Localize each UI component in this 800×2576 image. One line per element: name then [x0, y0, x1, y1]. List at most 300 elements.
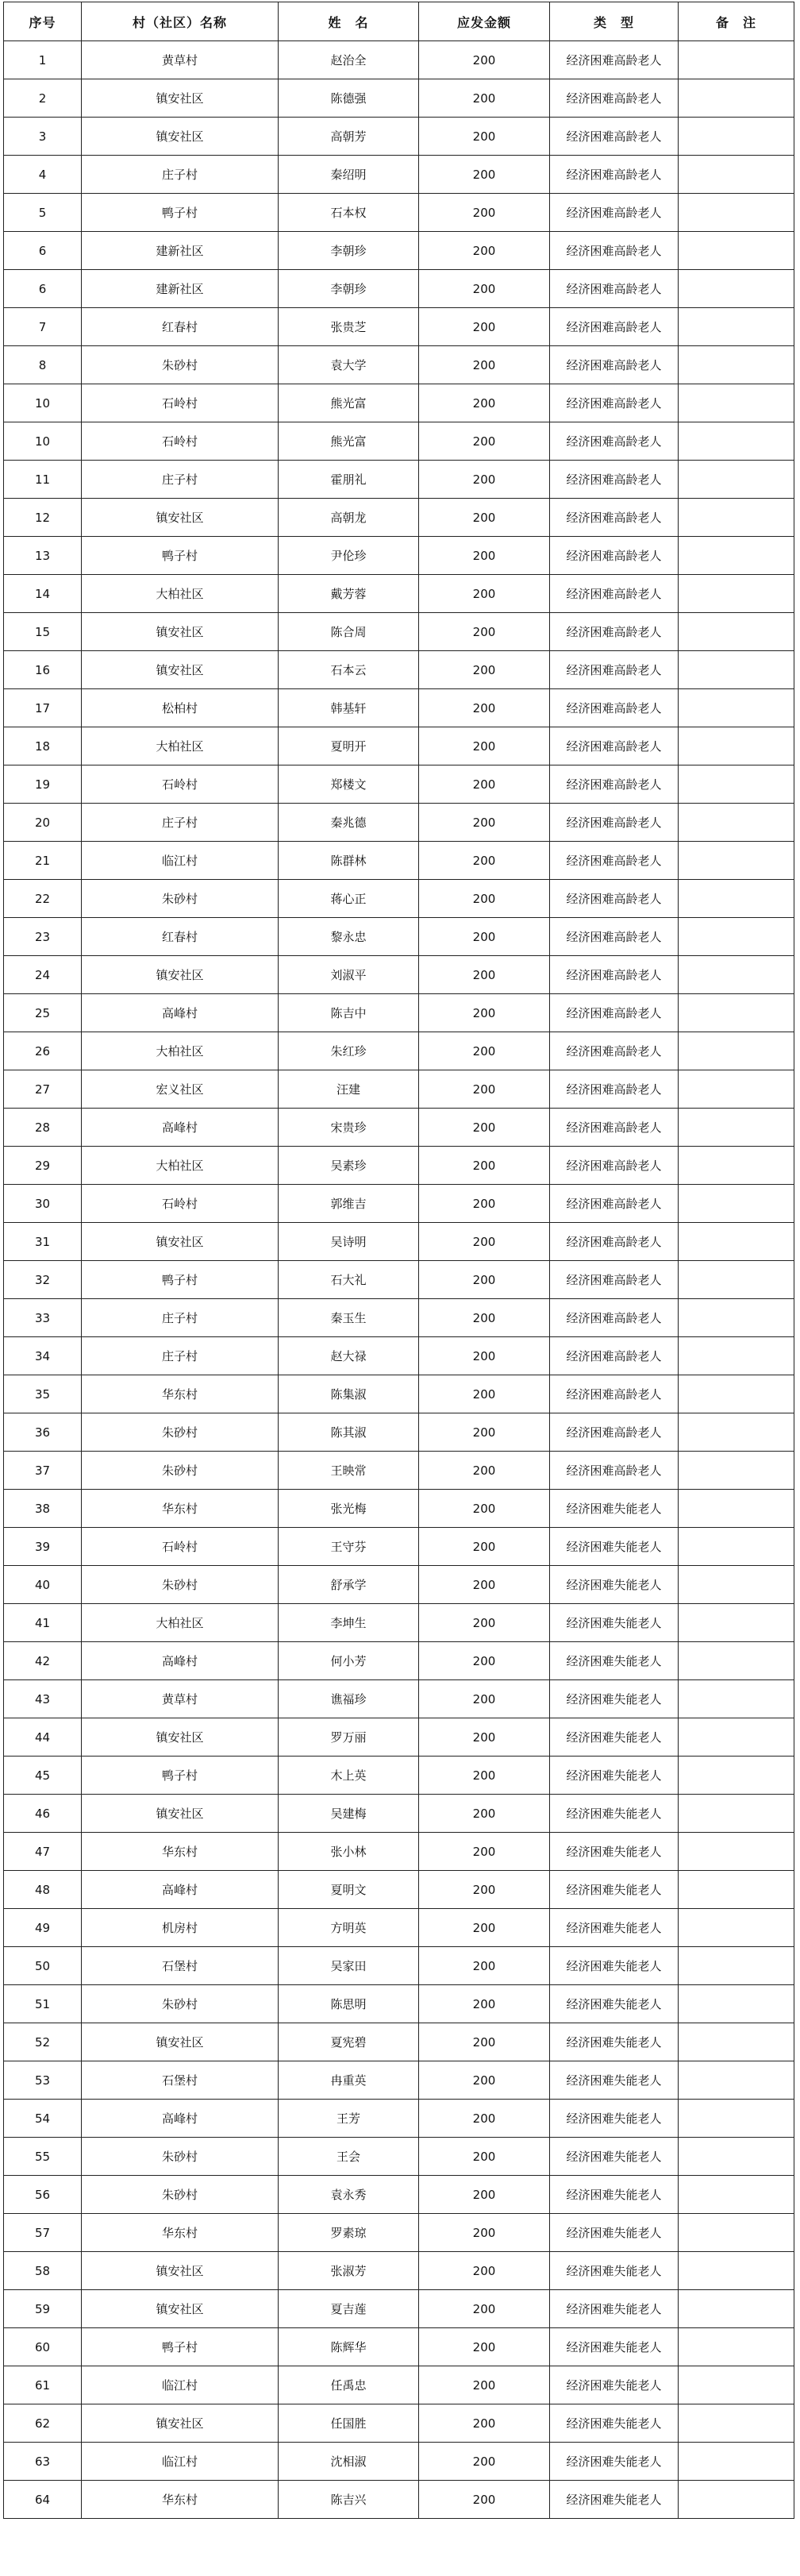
cell-remarks: [679, 2290, 794, 2328]
cell-type: 经济困难失能老人: [550, 1604, 679, 1642]
table-row: [4, 2290, 794, 2328]
cell-remarks: [679, 41, 794, 79]
cell-serial-number: 15: [4, 613, 82, 651]
cell-remarks: [679, 613, 794, 651]
cell-serial-number: 59: [4, 2290, 82, 2328]
cell-type: 经济困难失能老人: [550, 2481, 679, 2519]
cell-remarks: [679, 1490, 794, 1528]
cell-person-name: 任国胜: [279, 2404, 419, 2443]
cell-village-name: 机房村: [82, 1909, 279, 1947]
cell-amount: 200: [419, 2443, 550, 2481]
cell-person-name: 夏明文: [279, 1871, 419, 1909]
cell-serial-number: 53: [4, 2061, 82, 2100]
cell-remarks: [679, 1757, 794, 1795]
cell-serial-number: 47: [4, 1833, 82, 1871]
cell-remarks: [679, 499, 794, 537]
header-village-name: 村（社区）名称: [82, 2, 279, 41]
table-row: [4, 1985, 794, 2023]
cell-amount: 200: [419, 1299, 550, 1337]
cell-remarks: [679, 1147, 794, 1185]
cell-remarks: [679, 79, 794, 118]
cell-type: 经济困难高龄老人: [550, 1070, 679, 1109]
cell-serial-number: 21: [4, 842, 82, 880]
cell-amount: 200: [419, 1375, 550, 1413]
cell-serial-number: 60: [4, 2328, 82, 2366]
cell-remarks: [679, 765, 794, 804]
table-row: [4, 1490, 794, 1528]
cell-person-name: 王芳: [279, 2100, 419, 2138]
cell-village-name: 镇安社区: [82, 2023, 279, 2061]
cell-type: 经济困难失能老人: [550, 1909, 679, 1947]
cell-person-name: 谯福珍: [279, 1680, 419, 1718]
cell-type: 经济困难高龄老人: [550, 384, 679, 422]
cell-person-name: 陈思明: [279, 1985, 419, 2023]
cell-type: 经济困难高龄老人: [550, 41, 679, 79]
table-row: [4, 765, 794, 804]
cell-serial-number: 7: [4, 308, 82, 346]
cell-amount: 200: [419, 79, 550, 118]
table-row: [4, 118, 794, 156]
cell-remarks: [679, 575, 794, 613]
cell-person-name: 石本云: [279, 651, 419, 689]
cell-remarks: [679, 1604, 794, 1642]
cell-remarks: [679, 461, 794, 499]
cell-remarks: [679, 1871, 794, 1909]
cell-person-name: 陈辉华: [279, 2328, 419, 2366]
table-row: [4, 1680, 794, 1718]
cell-person-name: 韩基轩: [279, 689, 419, 727]
cell-amount: 200: [419, 1757, 550, 1795]
cell-remarks: [679, 346, 794, 384]
cell-amount: 200: [419, 2366, 550, 2404]
table-row: [4, 1528, 794, 1566]
cell-type: 经济困难高龄老人: [550, 1337, 679, 1375]
cell-amount: 200: [419, 651, 550, 689]
cell-serial-number: 50: [4, 1947, 82, 1985]
table-row: [4, 1833, 794, 1871]
cell-amount: 200: [419, 2481, 550, 2519]
cell-serial-number: 30: [4, 1185, 82, 1223]
cell-person-name: 罗万丽: [279, 1718, 419, 1757]
cell-type: 经济困难失能老人: [550, 1566, 679, 1604]
cell-village-name: 鸭子村: [82, 194, 279, 232]
cell-type: 经济困难高龄老人: [550, 118, 679, 156]
table-row: [4, 727, 794, 765]
cell-type: 经济困难失能老人: [550, 1718, 679, 1757]
cell-serial-number: 31: [4, 1223, 82, 1261]
cell-village-name: 临江村: [82, 2366, 279, 2404]
cell-village-name: 大柏社区: [82, 1032, 279, 1070]
cell-person-name: 秦绍明: [279, 156, 419, 194]
cell-village-name: 朱砂村: [82, 1452, 279, 1490]
cell-remarks: [679, 1223, 794, 1261]
cell-village-name: 庄子村: [82, 804, 279, 842]
cell-amount: 200: [419, 613, 550, 651]
cell-remarks: [679, 2214, 794, 2252]
cell-remarks: [679, 727, 794, 765]
table-row: [4, 232, 794, 270]
cell-serial-number: 10: [4, 422, 82, 461]
cell-amount: 200: [419, 956, 550, 994]
cell-amount: 200: [419, 2404, 550, 2443]
cell-person-name: 陈德强: [279, 79, 419, 118]
cell-person-name: 石本权: [279, 194, 419, 232]
cell-remarks: [679, 2404, 794, 2443]
cell-type: 经济困难高龄老人: [550, 1261, 679, 1299]
cell-type: 经济困难高龄老人: [550, 1375, 679, 1413]
table-row: [4, 1413, 794, 1452]
cell-remarks: [679, 118, 794, 156]
cell-amount: 200: [419, 1528, 550, 1566]
cell-remarks: [679, 2100, 794, 2138]
table-row: [4, 1947, 794, 1985]
cell-person-name: 陈集淑: [279, 1375, 419, 1413]
cell-serial-number: 46: [4, 1795, 82, 1833]
cell-village-name: 大柏社区: [82, 575, 279, 613]
table-row: [4, 346, 794, 384]
cell-village-name: 华东村: [82, 1375, 279, 1413]
cell-village-name: 石岭村: [82, 1528, 279, 1566]
cell-serial-number: 44: [4, 1718, 82, 1757]
cell-person-name: 吴建梅: [279, 1795, 419, 1833]
cell-type: 经济困难失能老人: [550, 2214, 679, 2252]
cell-amount: 200: [419, 880, 550, 918]
cell-serial-number: 64: [4, 2481, 82, 2519]
cell-village-name: 高峰村: [82, 2100, 279, 2138]
cell-serial-number: 41: [4, 1604, 82, 1642]
cell-amount: 200: [419, 842, 550, 880]
cell-amount: 200: [419, 1223, 550, 1261]
cell-remarks: [679, 2366, 794, 2404]
cell-person-name: 石大礼: [279, 1261, 419, 1299]
cell-person-name: 吴素珍: [279, 1147, 419, 1185]
cell-person-name: 蒋心正: [279, 880, 419, 918]
cell-remarks: [679, 1413, 794, 1452]
cell-amount: 200: [419, 575, 550, 613]
cell-person-name: 高朝芳: [279, 118, 419, 156]
cell-amount: 200: [419, 1413, 550, 1452]
cell-serial-number: 27: [4, 1070, 82, 1109]
cell-serial-number: 24: [4, 956, 82, 994]
cell-village-name: 华东村: [82, 1490, 279, 1528]
cell-serial-number: 42: [4, 1642, 82, 1680]
cell-type: 经济困难高龄老人: [550, 1185, 679, 1223]
cell-amount: 200: [419, 1490, 550, 1528]
cell-village-name: 鸭子村: [82, 537, 279, 575]
cell-person-name: 熊光富: [279, 384, 419, 422]
cell-amount: 200: [419, 2290, 550, 2328]
header-type: 类 型: [550, 2, 679, 41]
cell-person-name: 秦玉生: [279, 1299, 419, 1337]
cell-village-name: 镇安社区: [82, 651, 279, 689]
cell-type: 经济困难高龄老人: [550, 346, 679, 384]
cell-person-name: 李坤生: [279, 1604, 419, 1642]
cell-remarks: [679, 842, 794, 880]
cell-type: 经济困难高龄老人: [550, 537, 679, 575]
cell-person-name: 舒承学: [279, 1566, 419, 1604]
cell-village-name: 朱砂村: [82, 2138, 279, 2176]
cell-serial-number: 48: [4, 1871, 82, 1909]
cell-type: 经济困难失能老人: [550, 1757, 679, 1795]
table-row: [4, 461, 794, 499]
cell-village-name: 朱砂村: [82, 880, 279, 918]
cell-amount: 200: [419, 689, 550, 727]
cell-amount: 200: [419, 1566, 550, 1604]
cell-village-name: 镇安社区: [82, 1718, 279, 1757]
cell-type: 经济困难高龄老人: [550, 842, 679, 880]
cell-type: 经济困难高龄老人: [550, 651, 679, 689]
table-row: [4, 1032, 794, 1070]
cell-amount: 200: [419, 765, 550, 804]
cell-village-name: 庄子村: [82, 1299, 279, 1337]
table-row: [4, 2366, 794, 2404]
cell-person-name: 高朝龙: [279, 499, 419, 537]
table-row: [4, 575, 794, 613]
cell-village-name: 黄草村: [82, 41, 279, 79]
cell-village-name: 黄草村: [82, 1680, 279, 1718]
table-row: [4, 2443, 794, 2481]
cell-remarks: [679, 1833, 794, 1871]
cell-person-name: 任禹忠: [279, 2366, 419, 2404]
cell-serial-number: 28: [4, 1109, 82, 1147]
cell-village-name: 镇安社区: [82, 2252, 279, 2290]
cell-person-name: 熊光富: [279, 422, 419, 461]
cell-serial-number: 19: [4, 765, 82, 804]
cell-person-name: 郭维吉: [279, 1185, 419, 1223]
cell-amount: 200: [419, 2328, 550, 2366]
cell-remarks: [679, 1566, 794, 1604]
cell-serial-number: 12: [4, 499, 82, 537]
table-row: [4, 2176, 794, 2214]
cell-person-name: 陈群林: [279, 842, 419, 880]
cell-village-name: 石岭村: [82, 384, 279, 422]
cell-serial-number: 22: [4, 880, 82, 918]
cell-person-name: 戴芳蓉: [279, 575, 419, 613]
cell-type: 经济困难高龄老人: [550, 727, 679, 765]
cell-type: 经济困难高龄老人: [550, 1032, 679, 1070]
cell-person-name: 黎永忠: [279, 918, 419, 956]
table-row: [4, 194, 794, 232]
table-row: [4, 1642, 794, 1680]
cell-serial-number: 63: [4, 2443, 82, 2481]
cell-village-name: 石岭村: [82, 1185, 279, 1223]
cell-remarks: [679, 1795, 794, 1833]
table-row: [4, 2100, 794, 2138]
cell-serial-number: 29: [4, 1147, 82, 1185]
cell-type: 经济困难高龄老人: [550, 613, 679, 651]
cell-remarks: [679, 2176, 794, 2214]
cell-amount: 200: [419, 2176, 550, 2214]
cell-type: 经济困难高龄老人: [550, 575, 679, 613]
table-row: [4, 41, 794, 79]
cell-village-name: 石堡村: [82, 2061, 279, 2100]
cell-person-name: 罗素琼: [279, 2214, 419, 2252]
table-row: [4, 1757, 794, 1795]
cell-remarks: [679, 2481, 794, 2519]
cell-type: 经济困难高龄老人: [550, 994, 679, 1032]
cell-type: 经济困难高龄老人: [550, 232, 679, 270]
table-row: [4, 1871, 794, 1909]
table-row: [4, 956, 794, 994]
cell-person-name: 刘淑平: [279, 956, 419, 994]
cell-village-name: 庄子村: [82, 461, 279, 499]
cell-person-name: 霍朋礼: [279, 461, 419, 499]
table-row: [4, 1604, 794, 1642]
cell-remarks: [679, 880, 794, 918]
table-row: [4, 499, 794, 537]
cell-village-name: 朱砂村: [82, 1566, 279, 1604]
cell-remarks: [679, 651, 794, 689]
cell-person-name: 尹伦珍: [279, 537, 419, 575]
cell-serial-number: 57: [4, 2214, 82, 2252]
cell-person-name: 陈合周: [279, 613, 419, 651]
cell-village-name: 高峰村: [82, 1109, 279, 1147]
table-row: [4, 1909, 794, 1947]
cell-amount: 200: [419, 1070, 550, 1109]
cell-remarks: [679, 994, 794, 1032]
cell-type: 经济困难高龄老人: [550, 765, 679, 804]
table-row: [4, 651, 794, 689]
cell-person-name: 郑楼文: [279, 765, 419, 804]
cell-person-name: 汪建: [279, 1070, 419, 1109]
cell-remarks: [679, 308, 794, 346]
cell-village-name: 朱砂村: [82, 1985, 279, 2023]
cell-serial-number: 52: [4, 2023, 82, 2061]
cell-serial-number: 38: [4, 1490, 82, 1528]
table-row: [4, 1070, 794, 1109]
cell-person-name: 陈吉兴: [279, 2481, 419, 2519]
cell-type: 经济困难高龄老人: [550, 1147, 679, 1185]
table-row: [4, 2138, 794, 2176]
cell-type: 经济困难高龄老人: [550, 1299, 679, 1337]
cell-person-name: 夏吉莲: [279, 2290, 419, 2328]
cell-type: 经济困难高龄老人: [550, 880, 679, 918]
table-row: [4, 2061, 794, 2100]
cell-person-name: 木上英: [279, 1757, 419, 1795]
cell-person-name: 袁大学: [279, 346, 419, 384]
cell-village-name: 镇安社区: [82, 956, 279, 994]
table-row: [4, 842, 794, 880]
cell-village-name: 朱砂村: [82, 1413, 279, 1452]
cell-remarks: [679, 537, 794, 575]
table-row: [4, 2481, 794, 2519]
cell-person-name: 张淑芳: [279, 2252, 419, 2290]
cell-type: 经济困难高龄老人: [550, 308, 679, 346]
cell-amount: 200: [419, 194, 550, 232]
cell-serial-number: 1: [4, 41, 82, 79]
cell-village-name: 镇安社区: [82, 1795, 279, 1833]
cell-remarks: [679, 1947, 794, 1985]
cell-serial-number: 11: [4, 461, 82, 499]
table-row: [4, 1147, 794, 1185]
cell-serial-number: 54: [4, 2100, 82, 2138]
cell-village-name: 鸭子村: [82, 1261, 279, 1299]
table-body: [4, 41, 794, 2519]
cell-serial-number: 39: [4, 1528, 82, 1566]
cell-village-name: 高峰村: [82, 1871, 279, 1909]
cell-remarks: [679, 1109, 794, 1147]
cell-amount: 200: [419, 499, 550, 537]
cell-village-name: 临江村: [82, 842, 279, 880]
cell-amount: 200: [419, 232, 550, 270]
cell-type: 经济困难高龄老人: [550, 1223, 679, 1261]
cell-type: 经济困难失能老人: [550, 2138, 679, 2176]
cell-village-name: 石岭村: [82, 422, 279, 461]
cell-person-name: 赵大禄: [279, 1337, 419, 1375]
cell-person-name: 方明英: [279, 1909, 419, 1947]
table-row: [4, 156, 794, 194]
cell-type: 经济困难失能老人: [550, 1795, 679, 1833]
cell-remarks: [679, 1070, 794, 1109]
table-row: [4, 1452, 794, 1490]
table-row: [4, 1375, 794, 1413]
cell-village-name: 高峰村: [82, 994, 279, 1032]
table-row: [4, 1718, 794, 1757]
table-row: [4, 1223, 794, 1261]
cell-village-name: 镇安社区: [82, 613, 279, 651]
cell-type: 经济困难失能老人: [550, 2290, 679, 2328]
cell-serial-number: 2: [4, 79, 82, 118]
cell-amount: 200: [419, 384, 550, 422]
subsidy-roster-table: [3, 2, 794, 2519]
cell-amount: 200: [419, 2214, 550, 2252]
cell-village-name: 红春村: [82, 918, 279, 956]
cell-amount: 200: [419, 422, 550, 461]
cell-type: 经济困难失能老人: [550, 2252, 679, 2290]
cell-type: 经济困难失能老人: [550, 2366, 679, 2404]
table-row: [4, 537, 794, 575]
cell-amount: 200: [419, 346, 550, 384]
cell-person-name: 陈吉中: [279, 994, 419, 1032]
table-row: [4, 804, 794, 842]
cell-serial-number: 25: [4, 994, 82, 1032]
cell-amount: 200: [419, 1985, 550, 2023]
cell-village-name: 鸭子村: [82, 2328, 279, 2366]
cell-amount: 200: [419, 2100, 550, 2138]
cell-type: 经济困难失能老人: [550, 2061, 679, 2100]
cell-remarks: [679, 1985, 794, 2023]
cell-village-name: 镇安社区: [82, 118, 279, 156]
cell-village-name: 大柏社区: [82, 727, 279, 765]
cell-remarks: [679, 804, 794, 842]
cell-amount: 200: [419, 118, 550, 156]
cell-remarks: [679, 422, 794, 461]
cell-serial-number: 4: [4, 156, 82, 194]
cell-person-name: 陈其淑: [279, 1413, 419, 1452]
cell-amount: 200: [419, 1642, 550, 1680]
cell-village-name: 建新社区: [82, 232, 279, 270]
cell-type: 经济困难失能老人: [550, 2443, 679, 2481]
cell-person-name: 夏明开: [279, 727, 419, 765]
table-row: [4, 2404, 794, 2443]
cell-type: 经济困难高龄老人: [550, 956, 679, 994]
cell-person-name: 袁永秀: [279, 2176, 419, 2214]
cell-remarks: [679, 2061, 794, 2100]
cell-remarks: [679, 270, 794, 308]
cell-village-name: 镇安社区: [82, 499, 279, 537]
cell-serial-number: 16: [4, 651, 82, 689]
cell-amount: 200: [419, 1604, 550, 1642]
cell-remarks: [679, 1718, 794, 1757]
cell-type: 经济困难失能老人: [550, 1642, 679, 1680]
subsidy-roster-sheet: [3, 2, 794, 2519]
cell-type: 经济困难失能老人: [550, 1947, 679, 1985]
cell-village-name: 庄子村: [82, 1337, 279, 1375]
cell-amount: 200: [419, 1718, 550, 1757]
table-row: [4, 1261, 794, 1299]
cell-person-name: 夏宪碧: [279, 2023, 419, 2061]
cell-remarks: [679, 956, 794, 994]
